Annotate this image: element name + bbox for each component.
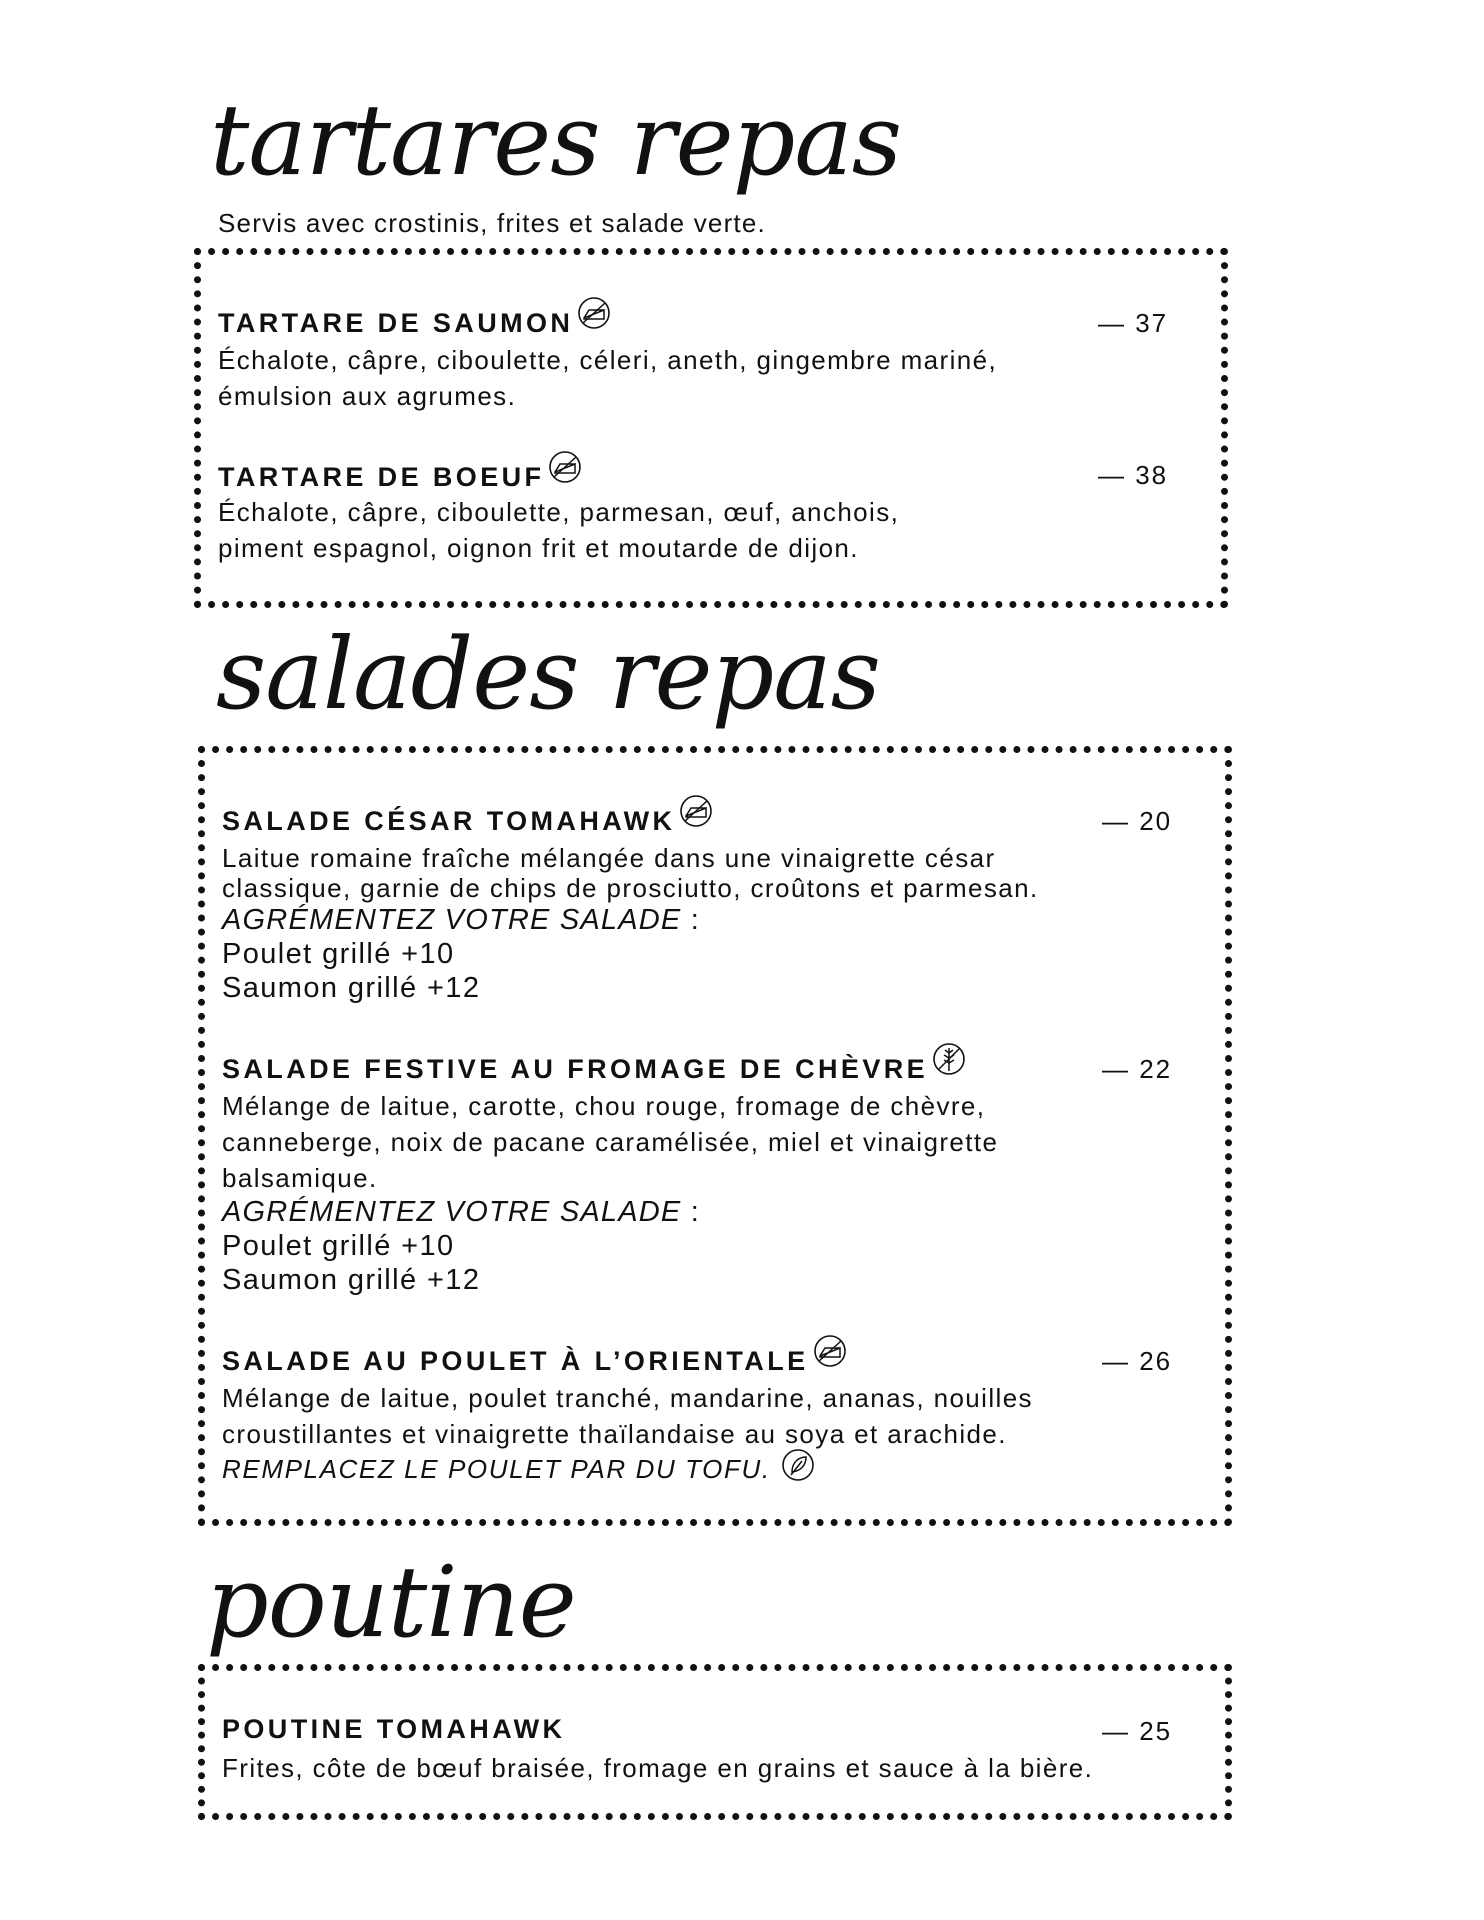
addon-option: Poulet grillé +10	[222, 938, 455, 970]
item-price: — 38	[1098, 460, 1169, 490]
section-title-tartares: tartares repas	[210, 84, 902, 198]
addon-heading-colon: :	[681, 1196, 700, 1228]
note-text: REMPLACEZ LE POULET PAR DU TOFU.	[222, 1453, 771, 1484]
item-note	[222, 1452, 815, 1486]
addon-option: Poulet grillé +10	[222, 1230, 455, 1262]
addon-heading-text: AGRÉMENTEZ VOTRE SALADE	[222, 1196, 682, 1228]
item-name: TARTARE DE SAUMON	[218, 307, 574, 338]
item-description-line: Laitue romaine fraîche mélangée dans une vinaigrette césar	[222, 843, 996, 873]
item-description-line: émulsion aux agrumes.	[218, 381, 517, 411]
item-description-line: balsamique.	[222, 1163, 378, 1193]
cheese-free-icon	[679, 794, 713, 828]
item-description-line: classique, garnie de chips de prosciutto, croûtons et parmesan.	[222, 873, 1039, 903]
item-name: SALADE CÉSAR TOMAHAWK	[222, 805, 676, 836]
cheese-free-icon	[813, 1334, 847, 1368]
item-description-line: croustillantes et vinaigrette thaïlandaise au soya et arachide.	[222, 1419, 1007, 1449]
item-description-line: Échalote, câpre, ciboulette, céleri, aneth, gingembre mariné,	[218, 345, 998, 375]
menu-item-salade-cesar	[222, 804, 713, 838]
menu-item-tartare-saumon	[218, 306, 611, 340]
cheese-free-icon	[548, 450, 582, 484]
section-title-poutine: poutine	[206, 1546, 576, 1660]
item-price: — 22	[1102, 1054, 1173, 1084]
item-description-line: Mélange de laitue, carotte, chou rouge, fromage de chèvre,	[222, 1091, 986, 1121]
item-description-line: canneberge, noix de pacane caramélisée, miel et vinaigrette	[222, 1127, 999, 1157]
menu-item-tartare-boeuf	[218, 460, 582, 494]
item-description-line: piment espagnol, oignon frit et moutarde de dijon.	[218, 533, 859, 563]
addon-heading	[222, 1196, 700, 1229]
menu-item-salade-orientale	[222, 1344, 847, 1378]
addon-heading-text: AGRÉMENTEZ VOTRE SALADE	[222, 904, 682, 936]
item-description-line: Échalote, câpre, ciboulette, parmesan, œuf, anchois,	[218, 497, 900, 527]
menu-item-salade-festive	[222, 1052, 966, 1086]
addon-option: Saumon grillé +12	[222, 972, 481, 1004]
item-name: POUTINE TOMAHAWK	[222, 1714, 566, 1744]
item-name: SALADE AU POULET À L’ORIENTALE	[222, 1345, 809, 1376]
gluten-free-icon	[932, 1042, 966, 1076]
addon-option: Saumon grillé +12	[222, 1264, 481, 1296]
item-price: — 25	[1102, 1716, 1173, 1746]
section-subtitle-tartares: Servis avec crostinis, frites et salade verte.	[218, 208, 766, 238]
item-name: SALADE FESTIVE AU FROMAGE DE CHÈVRE	[222, 1053, 929, 1084]
item-description-line: Frites, côte de bœuf braisée, fromage en grains et sauce à la bière.	[222, 1753, 1094, 1783]
item-description-line: Mélange de laitue, poulet tranché, mandarine, ananas, nouilles	[222, 1383, 1033, 1413]
item-price: — 37	[1098, 308, 1169, 338]
addon-heading-colon: :	[681, 904, 700, 936]
menu-item-poutine-tomahawk	[222, 1714, 565, 1745]
cheese-free-icon	[577, 296, 611, 330]
addon-heading	[222, 904, 700, 937]
section-title-salades: salades repas	[216, 618, 880, 732]
item-price: — 20	[1102, 806, 1173, 836]
item-price: — 26	[1102, 1346, 1173, 1376]
vegan-leaf-icon	[781, 1448, 815, 1482]
item-name: TARTARE DE BOEUF	[218, 461, 545, 492]
